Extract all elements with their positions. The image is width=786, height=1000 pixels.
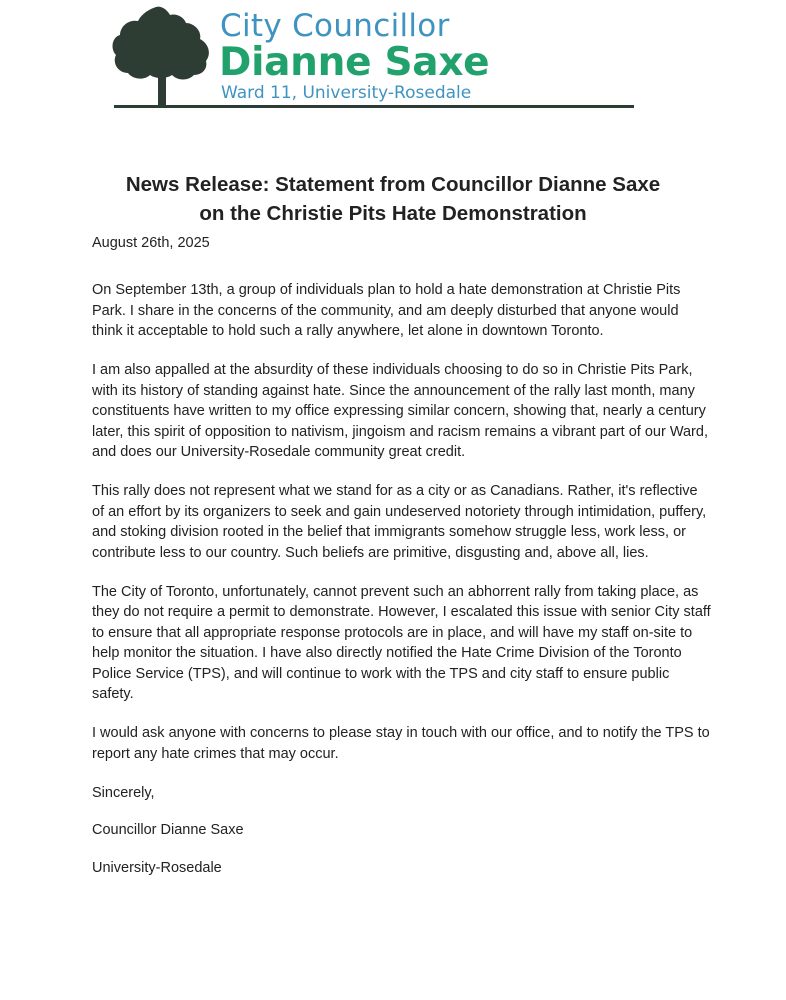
paragraph: I am also appalled at the absurdity of these individuals choosing to do so in Christie Pits Park, with its history of standing against hate. Since the announcement of the rally last month, many constituents have written to my office expressing similar concern, showing that, nearly a century later, this spirit of opposition to nativism, jingoism and racism remains a vibrant part of our Ward, and does our University-Rosedale community great credit. (92, 362, 708, 460)
paragraph: I would ask anyone with concerns to please stay in touch with our office, and to notify the TPS to report any hate crimes that may occur. (92, 725, 710, 762)
closing (92, 783, 712, 879)
logo-city-councillor: City Councillor (220, 8, 450, 44)
logo-ward: Ward 11, University-Rosedale (221, 83, 472, 103)
logo-councillor-name: Dianne Saxe (219, 40, 490, 85)
letterhead (0, 0, 786, 115)
page-title (0, 170, 786, 228)
tree-logo-icon (108, 3, 216, 107)
paragraph: On September 13th, a group of individuals plan to hold a hate demonstration at Christie Pits Park. I share in the concerns of the community, and am deeply disturbed that anyone would think it acceptable to hold such a rally anywhere, let alone in downtown Toronto. (92, 282, 681, 339)
title-line-2: on the Christie Pits Hate Demonstration (199, 202, 587, 225)
signature-ward: University-Rosedale (92, 859, 222, 876)
paragraph: The City of Toronto, unfortunately, cannot prevent such an abhorrent rally from taking place, as they do not require a permit to demonstrate. However, I escalated this issue with senior City staff to ensure that all appropriate response protocols are in place, and will have my staff on-site to help monitor the situation. I have also directly notified the Hate Crime Division of the Toronto Police Service (TPS), and will continue to work with the TPS and city staff to ensure public safety. (92, 583, 711, 702)
paragraph: This rally does not represent what we stand for as a city or as Canadians. Rather, it's reflective of an effort by its organizers to seek and gain undeserved notoriety through intimidation, puffery, and stoking division rooted in the belief that immigrants somehow struggle less, work less, or contribute less to our country. Such beliefs are primitive, disgusting and, above all, lies. (92, 483, 707, 561)
salutation: Sincerely, (92, 784, 155, 801)
release-date: August 26th, 2025 (92, 235, 210, 251)
release-body (92, 280, 712, 895)
title-line-1: News Release: Statement from Councillor Dianne Saxe (125, 173, 661, 196)
signature-name: Councillor Dianne Saxe (92, 822, 244, 838)
logo-ground-line (114, 105, 634, 108)
